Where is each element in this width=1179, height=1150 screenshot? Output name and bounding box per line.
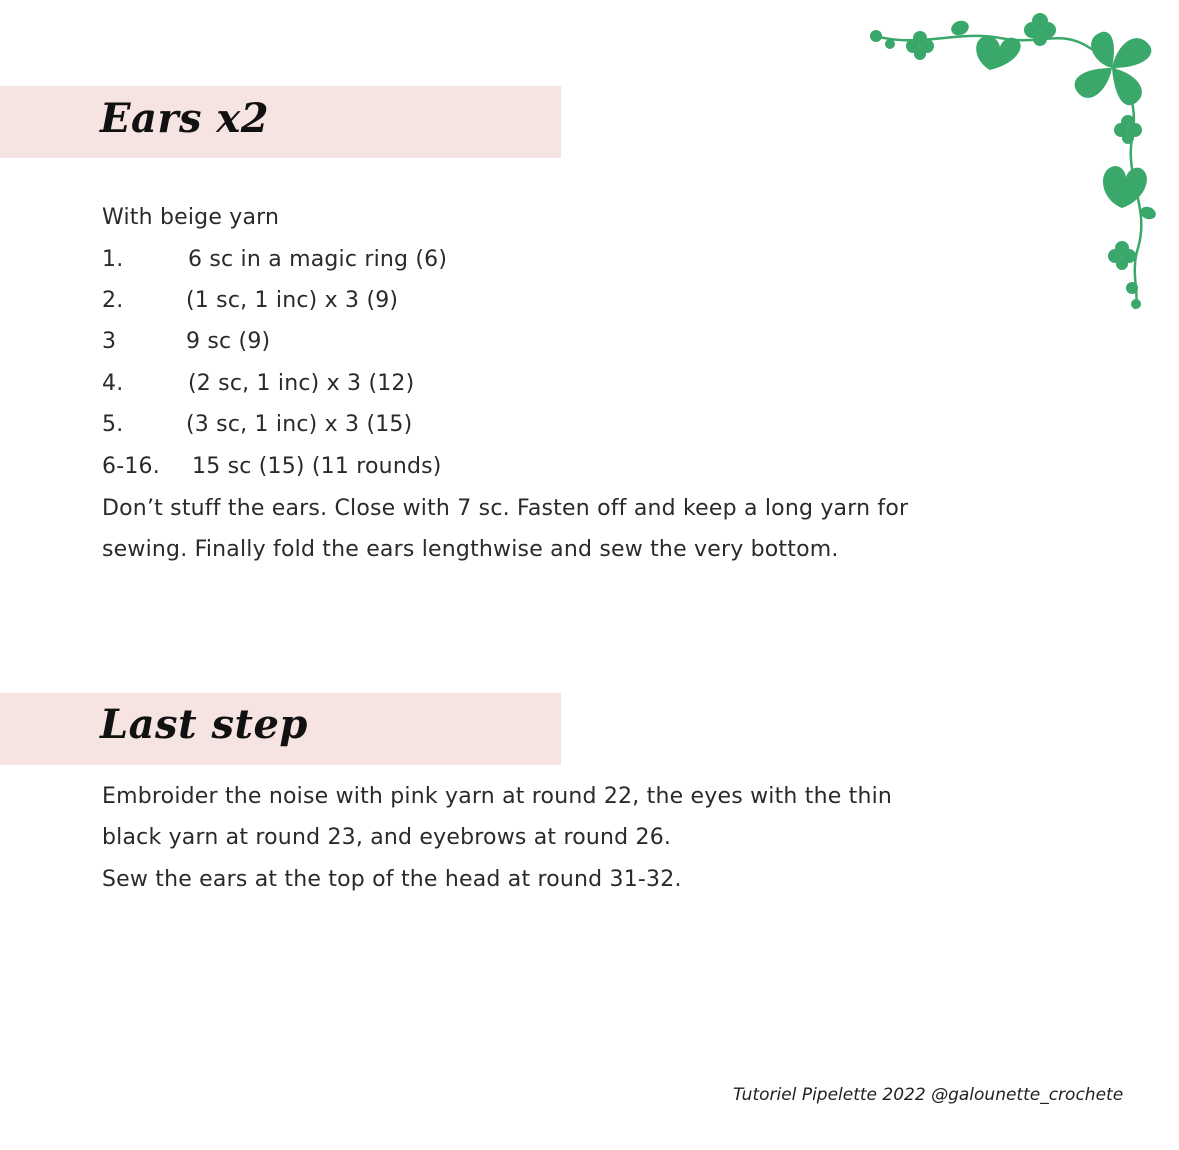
- last-step-line-3: Sew the ears at the top of the head at round 31-32.: [102, 867, 682, 892]
- round-instruction: 15 sc (15) (11 rounds): [192, 454, 442, 479]
- round-instruction: 9 sc (9): [186, 329, 271, 354]
- last-step-title: Last step: [100, 701, 308, 748]
- shamrock-vine-icon: [860, 8, 1170, 313]
- ears-title: Ears x2: [100, 95, 270, 142]
- ears-heading-band: [0, 86, 561, 158]
- round-instruction: (2 sc, 1 inc) x 3 (12): [188, 371, 415, 396]
- round-number: 4.: [102, 371, 124, 396]
- last-step-line-2: black yarn at round 23, and eyebrows at round 26.: [102, 825, 672, 850]
- round-instruction: 6 sc in a magic ring (6): [188, 247, 448, 272]
- ears-note-line-1: Don’t stuff the ears. Close with 7 sc. Fasten off and keep a long yarn for: [102, 496, 909, 521]
- round-instruction: (1 sc, 1 inc) x 3 (9): [186, 288, 399, 313]
- ears-intro: With beige yarn: [102, 205, 280, 230]
- footer-credit: Tutoriel Pipelette 2022 @galounette_crochete: [733, 1085, 1124, 1105]
- round-number: 6-16.: [102, 454, 160, 479]
- ears-note-line-2: sewing. Finally fold the ears lengthwise and sew the very bottom.: [102, 537, 839, 562]
- round-instruction: (3 sc, 1 inc) x 3 (15): [186, 412, 413, 437]
- last-step-line-1: Embroider the noise with pink yarn at round 22, the eyes with the thin: [102, 784, 893, 809]
- round-number: 2.: [102, 288, 124, 313]
- round-number: 1.: [102, 247, 124, 272]
- round-number: 3: [102, 329, 117, 354]
- round-number: 5.: [102, 412, 124, 437]
